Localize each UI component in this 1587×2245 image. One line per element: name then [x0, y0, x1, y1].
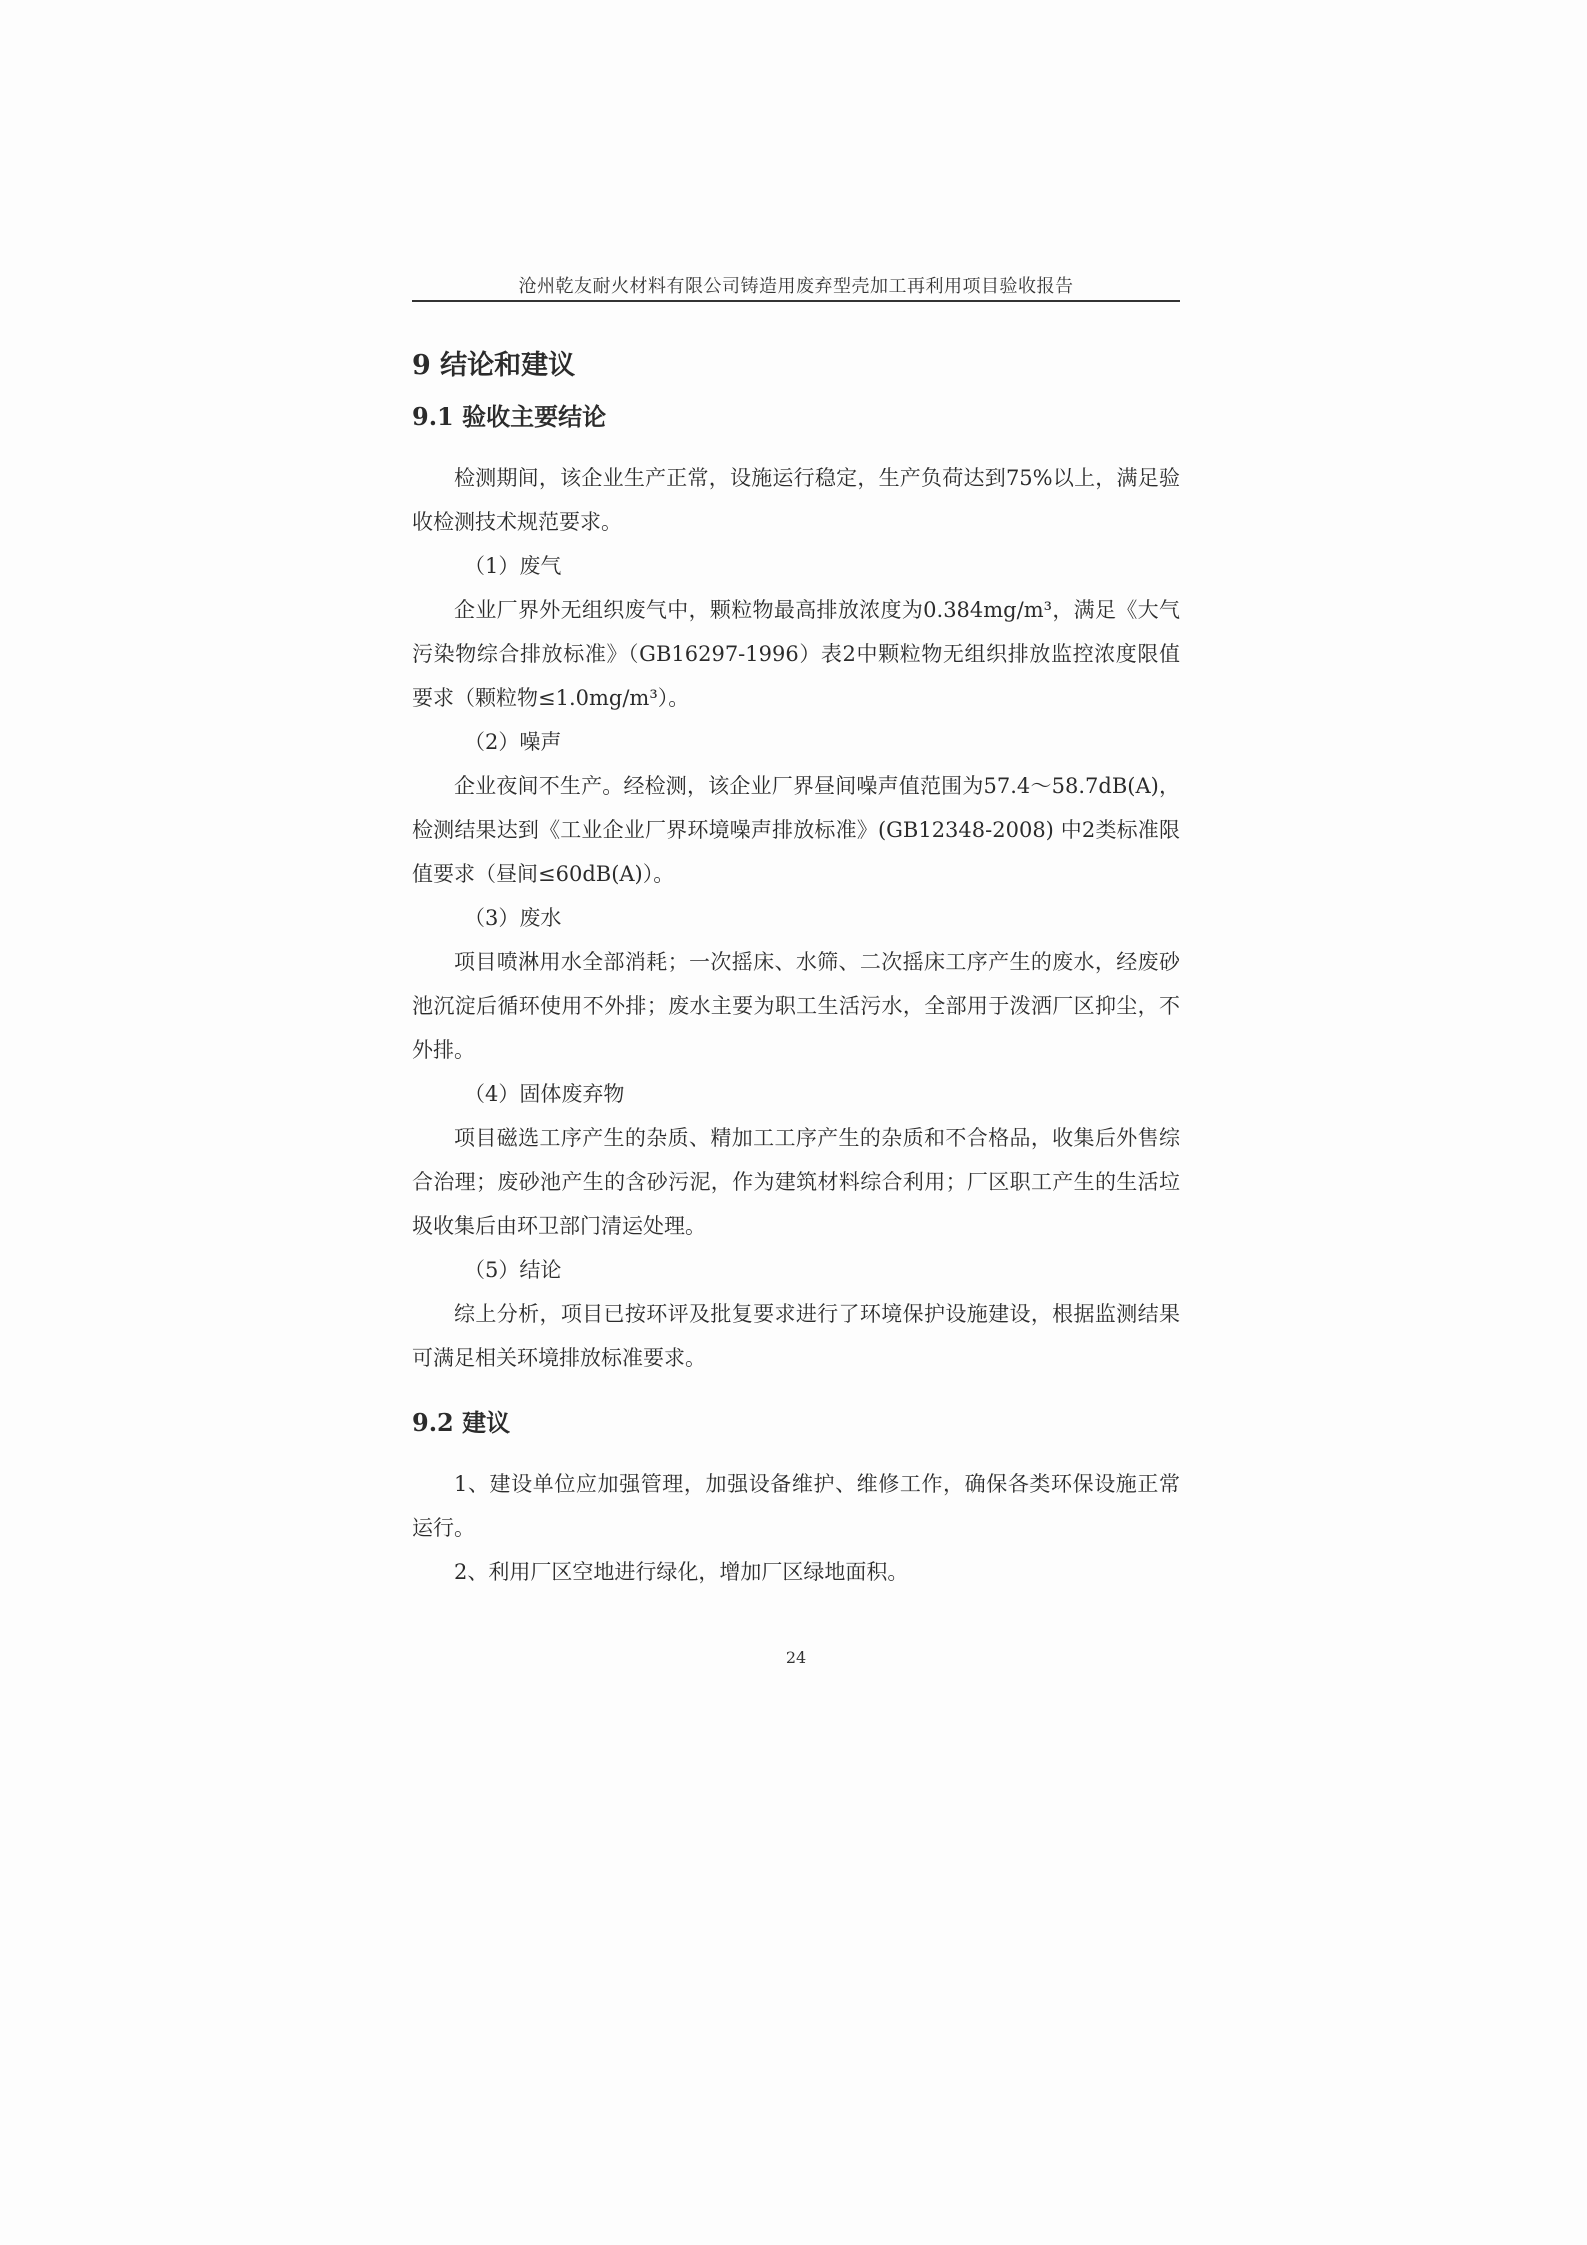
- item-text-wastewater: 项目喷淋用水全部消耗；一次摇床、水筛、二次摇床工序产生的废水，经废砂池沉淀后循环使用不外排；废水主要为职工生活污水，全部用于泼洒厂区抑尘，不外排。: [412, 950, 1180, 1062]
- item-text-exhaust-gas: 企业厂界外无组织废气中，颗粒物最高排放浓度为0.384mg/m³，满足《大气污染物综合排放标准》（GB16297-1996）表2中颗粒物无组织排放监控浓度限值要求（颗粒物≤1.0mg/m³）。: [412, 598, 1180, 710]
- conclusion-intro-paragraph: 检测期间，该企业生产正常，设施运行稳定，生产负荷达到75%以上，满足验收检测技术规范要求。: [412, 466, 1180, 534]
- page-content: [412, 340, 1180, 1594]
- subsection-title-conclusions: 9.1 验收主要结论: [412, 402, 607, 431]
- suggestion-item: 1、建设单位应加强管理，加强设备维护、维修工作，确保各类环保设施正常运行。: [412, 1472, 1180, 1540]
- item-text-solid-waste: 项目磁选工序产生的杂质、精加工工序产生的杂质和不合格品，收集后外售综合治理；废砂池产生的含砂污泥，作为建筑材料综合利用；厂区职工产生的生活垃圾收集后由环卫部门清运处理。: [412, 1126, 1180, 1238]
- item-label-conclusion: （5）结论: [464, 1258, 562, 1282]
- item-label-exhaust-gas: （1）废气: [464, 554, 562, 578]
- suggestion-item: 2、利用厂区空地进行绿化，增加厂区绿地面积。: [454, 1560, 909, 1584]
- subsection-title-suggestions: 9.2 建议: [412, 1408, 511, 1437]
- item-label-solid-waste: （4）固体废弃物: [464, 1082, 625, 1106]
- running-header: 沧州乾友耐火材料有限公司铸造用废弃型壳加工再利用项目验收报告: [518, 276, 1074, 297]
- header-divider: [412, 300, 1180, 302]
- item-text-noise: 企业夜间不生产。经检测，该企业厂界昼间噪声值范围为57.4～58.7dB(A)，检测结果达到《工业企业厂界环境噪声排放标准》(GB12348-2008) 中2类标准限值要求（昼间≤60dB(A)）。: [412, 774, 1180, 886]
- section-title: 9 结论和建议: [412, 350, 576, 381]
- item-label-wastewater: （3）废水: [464, 906, 562, 930]
- item-label-noise: （2）噪声: [464, 730, 562, 754]
- item-text-conclusion: 综上分析，项目已按环评及批复要求进行了环境保护设施建设，根据监测结果可满足相关环境排放标准要求。: [412, 1302, 1180, 1370]
- page-number: 24: [785, 1648, 807, 1667]
